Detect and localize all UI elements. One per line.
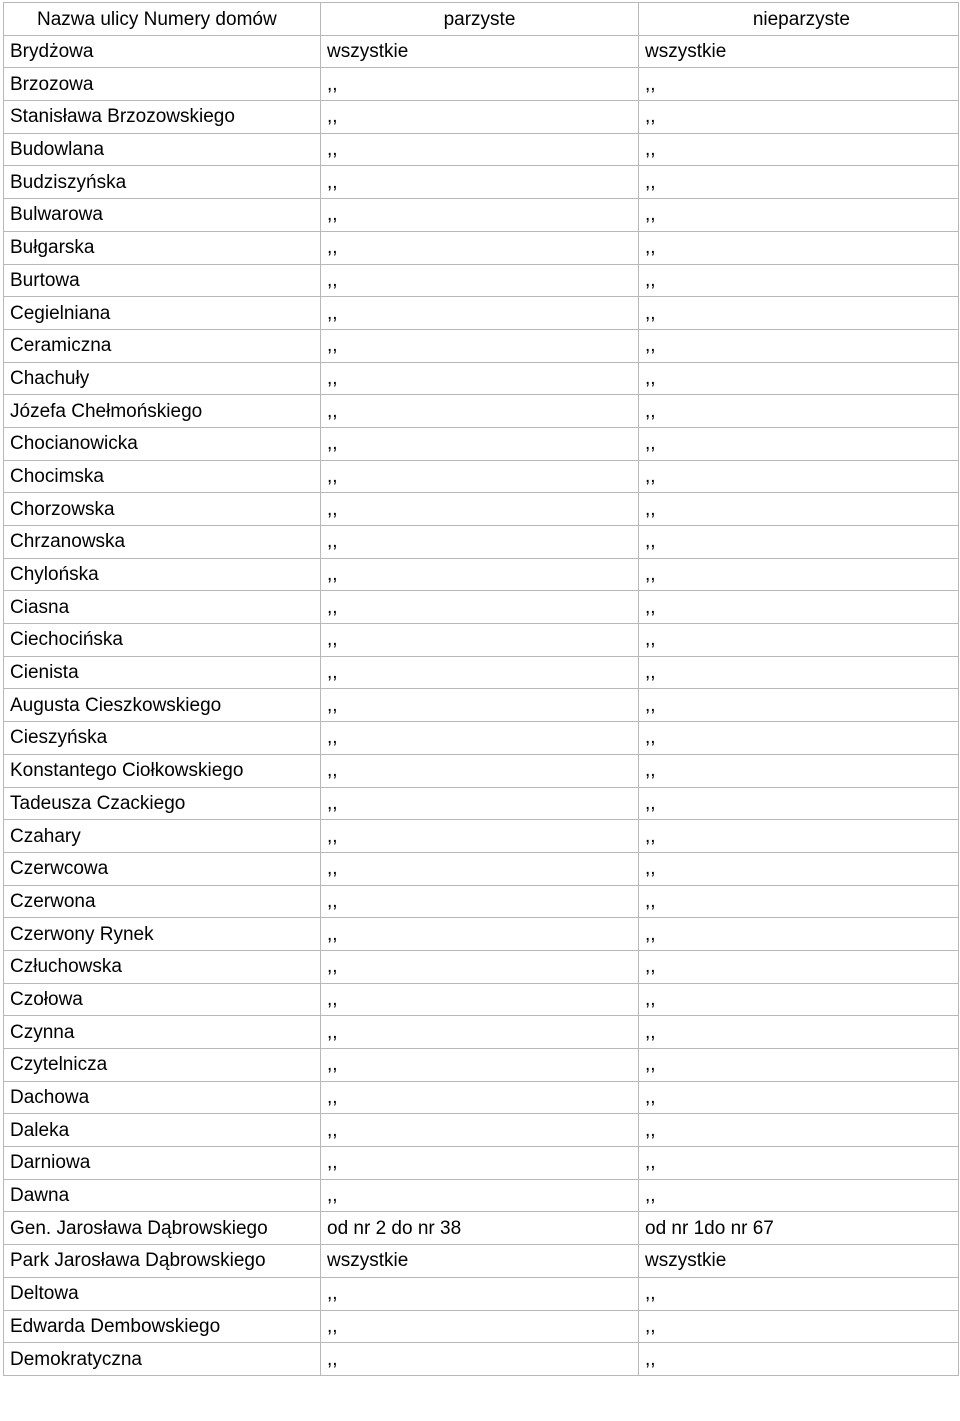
street-name-cell: Brzozowa bbox=[4, 68, 321, 101]
odd-numbers-cell: ,, bbox=[639, 950, 959, 983]
even-numbers-cell: ,, bbox=[321, 624, 639, 657]
even-numbers-cell: ,, bbox=[321, 133, 639, 166]
even-numbers-cell: ,, bbox=[321, 395, 639, 428]
even-numbers-cell: ,, bbox=[321, 166, 639, 199]
header-odd-numbers: nieparzyste bbox=[639, 3, 959, 36]
street-name-cell: Czerwona bbox=[4, 885, 321, 918]
table-row bbox=[4, 1114, 959, 1147]
even-numbers-cell: ,, bbox=[321, 689, 639, 722]
header-row bbox=[4, 3, 959, 36]
street-name-cell: Bulwarowa bbox=[4, 199, 321, 232]
street-name-cell: Czołowa bbox=[4, 983, 321, 1016]
table-row bbox=[4, 1343, 959, 1376]
odd-numbers-cell: ,, bbox=[639, 1114, 959, 1147]
odd-numbers-cell: ,, bbox=[639, 820, 959, 853]
table-row bbox=[4, 329, 959, 362]
odd-numbers-cell: ,, bbox=[639, 787, 959, 820]
even-numbers-cell: wszystkie bbox=[321, 1245, 639, 1278]
street-name-cell: Deltowa bbox=[4, 1277, 321, 1310]
even-numbers-cell: ,, bbox=[321, 427, 639, 460]
odd-numbers-cell: ,, bbox=[639, 231, 959, 264]
table-row bbox=[4, 526, 959, 559]
street-name-cell: Czytelnicza bbox=[4, 1049, 321, 1082]
even-numbers-cell: ,, bbox=[321, 983, 639, 1016]
street-name-cell: Edwarda Dembowskiego bbox=[4, 1310, 321, 1343]
table-row bbox=[4, 68, 959, 101]
odd-numbers-cell: ,, bbox=[639, 395, 959, 428]
street-name-cell: Chocianowicka bbox=[4, 427, 321, 460]
street-name-cell: Daleka bbox=[4, 1114, 321, 1147]
table-row bbox=[4, 689, 959, 722]
odd-numbers-cell: ,, bbox=[639, 1179, 959, 1212]
odd-numbers-cell: ,, bbox=[639, 264, 959, 297]
table-row bbox=[4, 918, 959, 951]
even-numbers-cell: ,, bbox=[321, 1310, 639, 1343]
even-numbers-cell: ,, bbox=[321, 1147, 639, 1180]
street-name-cell: Dawna bbox=[4, 1179, 321, 1212]
table-row bbox=[4, 166, 959, 199]
odd-numbers-cell: ,, bbox=[639, 1277, 959, 1310]
even-numbers-cell: ,, bbox=[321, 1343, 639, 1376]
table-row bbox=[4, 1277, 959, 1310]
street-name-cell: Czahary bbox=[4, 820, 321, 853]
odd-numbers-cell: ,, bbox=[639, 460, 959, 493]
header-even-numbers: parzyste bbox=[321, 3, 639, 36]
odd-numbers-cell: ,, bbox=[639, 754, 959, 787]
street-name-cell: Cieszyńska bbox=[4, 722, 321, 755]
table-row bbox=[4, 231, 959, 264]
table-row bbox=[4, 460, 959, 493]
table-row bbox=[4, 1081, 959, 1114]
odd-numbers-cell: ,, bbox=[639, 68, 959, 101]
table-row bbox=[4, 1310, 959, 1343]
odd-numbers-cell: wszystkie bbox=[639, 35, 959, 68]
odd-numbers-cell: ,, bbox=[639, 297, 959, 330]
even-numbers-cell: ,, bbox=[321, 264, 639, 297]
street-name-cell: Augusta Cieszkowskiego bbox=[4, 689, 321, 722]
table-row bbox=[4, 1179, 959, 1212]
even-numbers-cell: ,, bbox=[321, 297, 639, 330]
odd-numbers-cell: ,, bbox=[639, 133, 959, 166]
street-name-cell: Chocimska bbox=[4, 460, 321, 493]
street-name-cell: Tadeusza Czackiego bbox=[4, 787, 321, 820]
table-row bbox=[4, 493, 959, 526]
table-row bbox=[4, 722, 959, 755]
odd-numbers-cell: ,, bbox=[639, 362, 959, 395]
odd-numbers-cell: ,, bbox=[639, 591, 959, 624]
table-row bbox=[4, 1049, 959, 1082]
even-numbers-cell: ,, bbox=[321, 918, 639, 951]
table-row bbox=[4, 950, 959, 983]
odd-numbers-cell: ,, bbox=[639, 526, 959, 559]
street-name-cell: Demokratyczna bbox=[4, 1343, 321, 1376]
odd-numbers-cell: ,, bbox=[639, 1147, 959, 1180]
table-row bbox=[4, 362, 959, 395]
street-name-cell: Stanisława Brzozowskiego bbox=[4, 101, 321, 134]
odd-numbers-cell: ,, bbox=[639, 558, 959, 591]
even-numbers-cell: ,, bbox=[321, 852, 639, 885]
street-name-cell: Czerwcowa bbox=[4, 852, 321, 885]
even-numbers-cell: ,, bbox=[321, 68, 639, 101]
even-numbers-cell: ,, bbox=[321, 591, 639, 624]
street-name-cell: Józefa Chełmońskiego bbox=[4, 395, 321, 428]
street-name-cell: Konstantego Ciołkowskiego bbox=[4, 754, 321, 787]
even-numbers-cell: ,, bbox=[321, 1049, 639, 1082]
odd-numbers-cell: ,, bbox=[639, 1310, 959, 1343]
street-name-cell: Chorzowska bbox=[4, 493, 321, 526]
streets-table bbox=[3, 2, 959, 1376]
table-row bbox=[4, 787, 959, 820]
even-numbers-cell: ,, bbox=[321, 1179, 639, 1212]
odd-numbers-cell: wszystkie bbox=[639, 1245, 959, 1278]
street-name-cell: Chachuły bbox=[4, 362, 321, 395]
even-numbers-cell: ,, bbox=[321, 820, 639, 853]
table-row bbox=[4, 624, 959, 657]
odd-numbers-cell: ,, bbox=[639, 983, 959, 1016]
street-name-cell: Burtowa bbox=[4, 264, 321, 297]
even-numbers-cell: ,, bbox=[321, 754, 639, 787]
table-row bbox=[4, 558, 959, 591]
table-row bbox=[4, 852, 959, 885]
street-name-cell: Brydżowa bbox=[4, 35, 321, 68]
even-numbers-cell: ,, bbox=[321, 950, 639, 983]
street-name-cell: Park Jarosława Dąbrowskiego bbox=[4, 1245, 321, 1278]
even-numbers-cell: ,, bbox=[321, 329, 639, 362]
even-numbers-cell: od nr 2 do nr 38 bbox=[321, 1212, 639, 1245]
table-row bbox=[4, 264, 959, 297]
table-row bbox=[4, 885, 959, 918]
odd-numbers-cell: ,, bbox=[639, 1343, 959, 1376]
odd-numbers-cell: ,, bbox=[639, 101, 959, 134]
street-name-cell: Ciasna bbox=[4, 591, 321, 624]
table-row bbox=[4, 983, 959, 1016]
table-row bbox=[4, 199, 959, 232]
table-row bbox=[4, 1212, 959, 1245]
odd-numbers-cell: ,, bbox=[639, 493, 959, 526]
odd-numbers-cell: ,, bbox=[639, 624, 959, 657]
table-row bbox=[4, 754, 959, 787]
street-name-cell: Budowlana bbox=[4, 133, 321, 166]
even-numbers-cell: ,, bbox=[321, 460, 639, 493]
table-row bbox=[4, 427, 959, 460]
table-row bbox=[4, 1147, 959, 1180]
even-numbers-cell: ,, bbox=[321, 1016, 639, 1049]
street-name-cell: Ceramiczna bbox=[4, 329, 321, 362]
odd-numbers-cell: ,, bbox=[639, 329, 959, 362]
even-numbers-cell: ,, bbox=[321, 722, 639, 755]
even-numbers-cell: ,, bbox=[321, 493, 639, 526]
street-name-cell: Chylońska bbox=[4, 558, 321, 591]
odd-numbers-cell: ,, bbox=[639, 656, 959, 689]
table-row bbox=[4, 133, 959, 166]
even-numbers-cell: ,, bbox=[321, 1277, 639, 1310]
street-name-cell: Gen. Jarosława Dąbrowskiego bbox=[4, 1212, 321, 1245]
even-numbers-cell: ,, bbox=[321, 885, 639, 918]
street-name-cell: Chrzanowska bbox=[4, 526, 321, 559]
even-numbers-cell: ,, bbox=[321, 231, 639, 264]
odd-numbers-cell: ,, bbox=[639, 1049, 959, 1082]
street-name-cell: Dachowa bbox=[4, 1081, 321, 1114]
street-name-cell: Budziszyńska bbox=[4, 166, 321, 199]
even-numbers-cell: ,, bbox=[321, 787, 639, 820]
even-numbers-cell: ,, bbox=[321, 558, 639, 591]
odd-numbers-cell: ,, bbox=[639, 722, 959, 755]
odd-numbers-cell: ,, bbox=[639, 885, 959, 918]
table-row bbox=[4, 35, 959, 68]
even-numbers-cell: ,, bbox=[321, 656, 639, 689]
odd-numbers-cell: ,, bbox=[639, 166, 959, 199]
table-row bbox=[4, 656, 959, 689]
odd-numbers-cell: od nr 1do nr 67 bbox=[639, 1212, 959, 1245]
header-street-name: Nazwa ulicy Numery domów bbox=[4, 3, 321, 36]
street-name-cell: Człuchowska bbox=[4, 950, 321, 983]
table-row bbox=[4, 820, 959, 853]
even-numbers-cell: ,, bbox=[321, 526, 639, 559]
even-numbers-cell: ,, bbox=[321, 199, 639, 232]
street-name-cell: Bułgarska bbox=[4, 231, 321, 264]
odd-numbers-cell: ,, bbox=[639, 852, 959, 885]
odd-numbers-cell: ,, bbox=[639, 918, 959, 951]
even-numbers-cell: wszystkie bbox=[321, 35, 639, 68]
table-row bbox=[4, 591, 959, 624]
even-numbers-cell: ,, bbox=[321, 101, 639, 134]
table-row bbox=[4, 297, 959, 330]
street-name-cell: Cienista bbox=[4, 656, 321, 689]
street-name-cell: Cegielniana bbox=[4, 297, 321, 330]
odd-numbers-cell: ,, bbox=[639, 689, 959, 722]
table-row bbox=[4, 1245, 959, 1278]
street-name-cell: Czynna bbox=[4, 1016, 321, 1049]
table-row bbox=[4, 101, 959, 134]
odd-numbers-cell: ,, bbox=[639, 1081, 959, 1114]
even-numbers-cell: ,, bbox=[321, 1114, 639, 1147]
street-name-cell: Ciechocińska bbox=[4, 624, 321, 657]
even-numbers-cell: ,, bbox=[321, 362, 639, 395]
table-row bbox=[4, 1016, 959, 1049]
even-numbers-cell: ,, bbox=[321, 1081, 639, 1114]
street-name-cell: Darniowa bbox=[4, 1147, 321, 1180]
odd-numbers-cell: ,, bbox=[639, 1016, 959, 1049]
odd-numbers-cell: ,, bbox=[639, 199, 959, 232]
odd-numbers-cell: ,, bbox=[639, 427, 959, 460]
street-name-cell: Czerwony Rynek bbox=[4, 918, 321, 951]
table-row bbox=[4, 395, 959, 428]
